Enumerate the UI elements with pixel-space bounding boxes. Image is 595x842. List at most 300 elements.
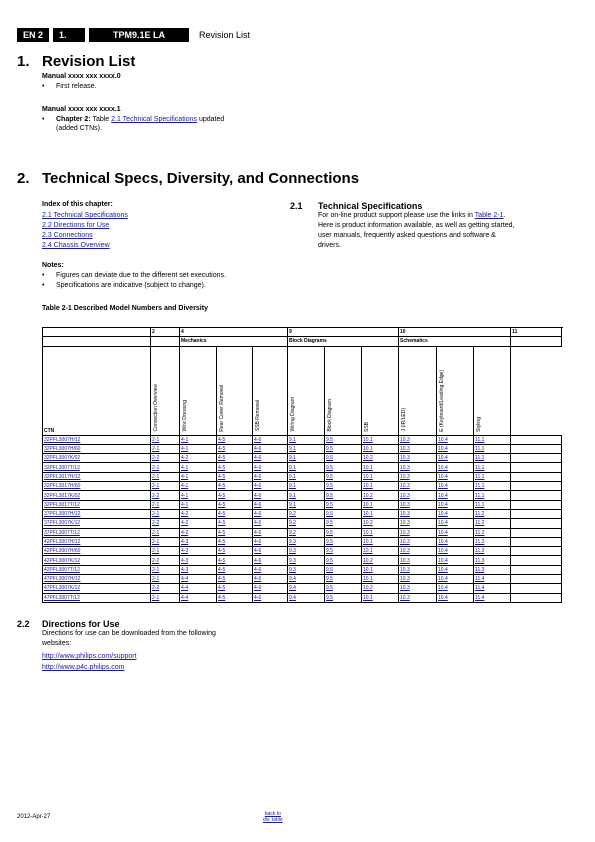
- ctn-link[interactable]: 37PFL3007T/12: [44, 529, 80, 536]
- tech-spec-link[interactable]: 2.1 Technical Specifications: [111, 116, 197, 123]
- table-cell: [437, 593, 474, 602]
- ctn-link[interactable]: 42PFL3007K/12: [44, 557, 81, 564]
- reference-link[interactable]: 9.5: [326, 594, 333, 601]
- reference-link[interactable]: 10.1: [363, 446, 373, 453]
- table-cell: [288, 537, 325, 546]
- table-cell: [43, 444, 151, 453]
- reference-link[interactable]: 9.5: [326, 548, 333, 555]
- table-cell: [180, 556, 217, 565]
- reference-link[interactable]: 9.1: [289, 455, 296, 462]
- reference-link[interactable]: 2-1: [152, 436, 160, 443]
- table-cell: [437, 454, 474, 463]
- table-cell: [253, 491, 288, 500]
- table-cell: [399, 565, 437, 574]
- table-cell: [437, 482, 474, 491]
- table-cell: [437, 584, 474, 593]
- table-cell: [437, 491, 474, 500]
- reference-link[interactable]: 4-5: [218, 464, 226, 471]
- index-link-directions[interactable]: 2.2 Directions for Use: [42, 222, 110, 229]
- reference-link[interactable]: 2-2: [152, 492, 160, 499]
- reference-link[interactable]: 4-6: [254, 585, 262, 592]
- table-cell: [288, 491, 325, 500]
- reference-link[interactable]: 10.3: [400, 492, 410, 499]
- reference-link[interactable]: 10.3: [400, 464, 410, 471]
- reference-link[interactable]: 9.1: [289, 473, 296, 480]
- ctn-link[interactable]: 42PFL3007T/12: [44, 566, 80, 573]
- reference-link[interactable]: 4-1: [181, 483, 189, 490]
- manual-0-title: Manual xxxx xxx xxxx.0: [42, 73, 121, 80]
- reference-link[interactable]: 10.4: [438, 576, 448, 583]
- reference-link[interactable]: 10.1: [363, 501, 373, 508]
- ctn-link[interactable]: 47PFL3007T/12: [44, 594, 80, 601]
- reference-link[interactable]: 9.5: [326, 483, 333, 490]
- reference-link[interactable]: 10.3: [400, 539, 410, 545]
- table-cell: [474, 472, 511, 481]
- reference-link[interactable]: 4-6: [254, 594, 262, 601]
- reference-link[interactable]: 11.3: [475, 566, 485, 573]
- reference-link[interactable]: 10.3: [400, 548, 410, 555]
- reference-link[interactable]: 9.5: [326, 464, 333, 471]
- reference-link[interactable]: 9.2: [289, 529, 296, 536]
- reference-link[interactable]: 9.5: [326, 529, 333, 536]
- table-cell: [362, 593, 399, 602]
- reference-link[interactable]: 9.5: [326, 455, 333, 462]
- table-cell: [151, 528, 180, 537]
- reference-link[interactable]: 10.4: [438, 464, 448, 471]
- reference-link[interactable]: 9.1: [289, 501, 296, 508]
- reference-link[interactable]: 9.5: [326, 501, 333, 508]
- table-cell: [362, 528, 399, 537]
- reference-link[interactable]: 10.1: [363, 436, 373, 443]
- reference-link[interactable]: 11.2: [475, 511, 485, 518]
- reference-link[interactable]: 9.4: [289, 594, 296, 601]
- table-cell: [253, 584, 288, 593]
- table-cell: [253, 482, 288, 491]
- reference-link[interactable]: 4-1: [181, 492, 189, 499]
- table-cell: [362, 565, 399, 574]
- philips-support-link[interactable]: http://www.philips.com/support: [42, 653, 137, 660]
- table-cell: [362, 537, 399, 546]
- index-link-tech-spec[interactable]: 2.1 Technical Specifications: [42, 212, 128, 219]
- index-link-chassis[interactable]: 2.4 Chassis Overview: [42, 242, 110, 249]
- reference-link[interactable]: 11.4: [475, 594, 485, 601]
- reference-link[interactable]: 10.3: [400, 473, 410, 480]
- table-cell: [217, 463, 253, 472]
- reference-link[interactable]: 11.3: [475, 548, 485, 555]
- ctn-link[interactable]: 32PFL3017H/60: [44, 483, 81, 490]
- table-cell: [217, 491, 253, 500]
- reference-link[interactable]: 10.1: [363, 548, 373, 555]
- table-cell: [217, 509, 253, 518]
- table-cell: [399, 556, 437, 565]
- reference-link[interactable]: 10.4: [438, 539, 448, 545]
- reference-link[interactable]: 4-1: [181, 446, 189, 453]
- table-row: [43, 575, 562, 584]
- table-cell: [43, 509, 151, 518]
- ctn-link[interactable]: 32PFL3017K/02: [44, 492, 81, 499]
- reference-link[interactable]: 2-1: [152, 566, 160, 573]
- reference-link[interactable]: 2-1: [152, 473, 160, 480]
- reference-link[interactable]: 10.3: [400, 529, 410, 536]
- table-cell: [474, 556, 511, 565]
- table-cell: [511, 482, 562, 491]
- manual-0-item: • First release.: [42, 83, 97, 90]
- reference-link[interactable]: 9.1: [289, 464, 296, 471]
- reference-link[interactable]: 2-1: [152, 576, 160, 583]
- reference-link[interactable]: 9.3: [289, 566, 296, 573]
- reference-link[interactable]: 10.2: [363, 520, 373, 527]
- notes-title: Notes:: [42, 262, 64, 269]
- table-cell: [43, 500, 151, 509]
- reference-link[interactable]: 4-6: [254, 511, 262, 518]
- table-cell: [288, 575, 325, 584]
- reference-link[interactable]: 4-2: [181, 511, 189, 518]
- reference-link[interactable]: 10.4: [438, 473, 448, 480]
- reference-link[interactable]: 10.3: [400, 511, 410, 518]
- ctn-link[interactable]: 42PFL3007H/12: [44, 539, 81, 545]
- table-2-1-link[interactable]: Table 2-1: [474, 212, 504, 219]
- reference-link[interactable]: 2-2: [152, 585, 160, 592]
- reference-link[interactable]: 4-6: [254, 529, 262, 536]
- ctn-link[interactable]: 32PFL3017T/12: [44, 501, 80, 508]
- index-list: [42, 211, 128, 251]
- table-cell: [151, 463, 180, 472]
- reference-link[interactable]: 10.1: [363, 594, 373, 601]
- reference-link[interactable]: 11.4: [475, 576, 485, 583]
- reference-link[interactable]: 2-1: [152, 511, 160, 518]
- table-row: [43, 472, 562, 481]
- reference-link[interactable]: 11.1: [475, 501, 485, 508]
- table-cell: [217, 454, 253, 463]
- reference-link[interactable]: 10.3: [400, 455, 410, 462]
- reference-link[interactable]: 10.2: [363, 492, 373, 499]
- table-cell: [399, 482, 437, 491]
- column-header: SSB: [362, 346, 399, 435]
- table-cell: [325, 556, 362, 565]
- table-cell: [217, 565, 253, 574]
- reference-link[interactable]: 10.2: [363, 455, 373, 462]
- reference-link[interactable]: 11.3: [475, 557, 485, 564]
- column-header: E (Keyboard/Leading Edge): [437, 346, 474, 435]
- ctn-link[interactable]: 32PFL3007H/12: [44, 436, 81, 443]
- table-cell: [180, 509, 217, 518]
- reference-link[interactable]: 10.4: [438, 483, 448, 490]
- reference-link[interactable]: 10.1: [363, 473, 373, 480]
- reference-link[interactable]: 9.5: [326, 557, 333, 564]
- table-cell: [437, 575, 474, 584]
- reference-link[interactable]: 10.4: [438, 557, 448, 564]
- reference-link[interactable]: 4-5: [218, 566, 226, 573]
- header-model: TPM9.1E LA: [89, 28, 189, 42]
- reference-link[interactable]: 11.4: [475, 585, 485, 592]
- reference-link[interactable]: 11.3: [475, 539, 485, 545]
- table-cell: [253, 519, 288, 528]
- reference-link[interactable]: 11.1: [475, 473, 485, 480]
- reference-link[interactable]: 9.4: [289, 576, 296, 583]
- reference-link[interactable]: 9.5: [326, 566, 333, 573]
- reference-link[interactable]: 4-4: [181, 576, 189, 583]
- reference-link[interactable]: 9.5: [326, 473, 333, 480]
- reference-link[interactable]: 4-5: [218, 492, 226, 499]
- reference-link[interactable]: 4-5: [218, 455, 226, 462]
- reference-link[interactable]: 4-6: [254, 464, 262, 471]
- table-cell: [325, 463, 362, 472]
- table-cell: [511, 584, 562, 593]
- reference-link[interactable]: 2-1: [152, 548, 160, 555]
- table-row: [43, 500, 562, 509]
- reference-link[interactable]: 10.4: [438, 529, 448, 536]
- reference-link[interactable]: 10.2: [363, 557, 373, 564]
- reference-link[interactable]: 10.4: [438, 566, 448, 573]
- reference-link[interactable]: 9.5: [326, 446, 333, 453]
- reference-link[interactable]: 4-6: [254, 501, 262, 508]
- reference-link[interactable]: 10.3: [400, 576, 410, 583]
- reference-link[interactable]: 4-5: [218, 520, 226, 527]
- reference-link[interactable]: 4-5: [218, 511, 226, 518]
- table-cell: [511, 547, 562, 556]
- reference-link[interactable]: 4-5: [218, 585, 226, 592]
- table-cell: [437, 565, 474, 574]
- reference-link[interactable]: 4-4: [181, 594, 189, 601]
- reference-link[interactable]: 9.5: [326, 585, 333, 592]
- reference-link[interactable]: 9.1: [289, 483, 296, 490]
- reference-link[interactable]: 9.3: [289, 557, 296, 564]
- reference-link[interactable]: 2-1: [152, 501, 160, 508]
- table-cell: [437, 500, 474, 509]
- reference-link[interactable]: 10.1: [363, 483, 373, 490]
- reference-link[interactable]: 4-2: [181, 529, 189, 536]
- table-cell: [325, 491, 362, 500]
- table-cell: [180, 519, 217, 528]
- reference-link[interactable]: 4-1: [181, 473, 189, 480]
- reference-link[interactable]: 4-5: [218, 539, 226, 545]
- table-cell: [180, 444, 217, 453]
- table-cell: [399, 528, 437, 537]
- subsection-2-2-text: Directions for use can be downloaded from the following websites: http://www.philips.com/support http://www.p4c.philips.com: [42, 630, 216, 671]
- ctn-link[interactable]: 37PFL3007H/12: [44, 511, 81, 518]
- reference-link[interactable]: 4-2: [181, 455, 189, 462]
- reference-link[interactable]: 11.1: [475, 455, 485, 462]
- table-cell: [325, 454, 362, 463]
- reference-link[interactable]: 4-6: [254, 520, 262, 527]
- reference-link[interactable]: 4-3: [181, 548, 189, 555]
- reference-link[interactable]: 10.4: [438, 446, 448, 453]
- reference-link[interactable]: 4-5: [218, 594, 226, 601]
- reference-link[interactable]: 10.3: [400, 566, 410, 573]
- table-cell: [253, 454, 288, 463]
- table-cell: [43, 528, 151, 537]
- table-cell: [511, 593, 562, 602]
- table-cell: [288, 500, 325, 509]
- table-cell: [253, 444, 288, 453]
- table-cell: [399, 444, 437, 453]
- reference-link[interactable]: 10.3: [400, 483, 410, 490]
- reference-link[interactable]: 4-1: [181, 501, 189, 508]
- reference-link[interactable]: 4-3: [181, 566, 189, 573]
- table-cell: [217, 584, 253, 593]
- reference-link[interactable]: 2-1: [152, 464, 160, 471]
- table-cell: [511, 537, 562, 546]
- reference-link[interactable]: 4-5: [218, 446, 226, 453]
- table-cell: [474, 565, 511, 574]
- reference-link[interactable]: 9.5: [326, 576, 333, 583]
- reference-link[interactable]: 9.2: [289, 511, 296, 518]
- reference-link[interactable]: 4-6: [254, 576, 262, 583]
- table-cell: [151, 593, 180, 602]
- reference-link[interactable]: 10.1: [363, 576, 373, 583]
- reference-link[interactable]: 4-6: [254, 557, 262, 564]
- table-cell: [180, 584, 217, 593]
- table-cell: [362, 547, 399, 556]
- reference-link[interactable]: 10.1: [363, 529, 373, 536]
- ctn-link[interactable]: 47PFL3007H/12: [44, 576, 81, 583]
- reference-link[interactable]: 10.3: [400, 585, 410, 592]
- ctn-link[interactable]: 32PFL3007K/02: [44, 455, 81, 462]
- reference-link[interactable]: 9.5: [326, 520, 333, 527]
- table-cell: [43, 593, 151, 602]
- reference-link[interactable]: 10.1: [363, 464, 373, 471]
- reference-link[interactable]: 4-6: [254, 483, 262, 490]
- reference-link[interactable]: 10.1: [363, 566, 373, 573]
- index-link-connections[interactable]: 2.3 Connections: [42, 232, 93, 239]
- reference-link[interactable]: 9.3: [289, 539, 296, 545]
- reference-link[interactable]: 9.1: [289, 436, 296, 443]
- table-cell: [325, 519, 362, 528]
- table-cell: [180, 575, 217, 584]
- reference-link[interactable]: 10.4: [438, 501, 448, 508]
- reference-link[interactable]: 10.3: [400, 557, 410, 564]
- reference-link[interactable]: 11.2: [475, 520, 485, 527]
- reference-link[interactable]: 10.2: [363, 585, 373, 592]
- reference-link[interactable]: 4-5: [218, 557, 226, 564]
- reference-link[interactable]: 10.3: [400, 446, 410, 453]
- reference-link[interactable]: 4-6: [254, 492, 262, 499]
- reference-link[interactable]: 4-6: [254, 455, 262, 462]
- ctn-link[interactable]: 47PFL3007K/12: [44, 585, 81, 592]
- table-cell: [437, 463, 474, 472]
- table-cell: [253, 565, 288, 574]
- table-cell: [325, 593, 362, 602]
- reference-link[interactable]: 2-1: [152, 529, 160, 536]
- reference-link[interactable]: 4-5: [218, 501, 226, 508]
- reference-link[interactable]: 11.1: [475, 483, 485, 490]
- column-header: Rear Cover Removal: [217, 346, 253, 435]
- reference-link[interactable]: 4-5: [218, 483, 226, 490]
- reference-link[interactable]: 9.1: [289, 492, 296, 499]
- table-cell: [474, 584, 511, 593]
- reference-link[interactable]: 9.5: [326, 539, 333, 545]
- reference-link[interactable]: 4-5: [218, 529, 226, 536]
- table-cell: [362, 584, 399, 593]
- reference-link[interactable]: 2-2: [152, 520, 160, 527]
- p4c-link[interactable]: http://www.p4c.philips.com: [42, 664, 125, 671]
- reference-link[interactable]: 2-1: [152, 446, 160, 453]
- reference-link[interactable]: 10.4: [438, 492, 448, 499]
- reference-link[interactable]: 9.5: [326, 511, 333, 518]
- reference-link[interactable]: 10.4: [438, 520, 448, 527]
- reference-link[interactable]: 10.4: [438, 436, 448, 443]
- reference-link[interactable]: 4-5: [218, 436, 226, 443]
- reference-link[interactable]: 11.1: [475, 492, 485, 499]
- reference-link[interactable]: 9.3: [289, 548, 296, 555]
- reference-link[interactable]: 2-1: [152, 483, 160, 490]
- reference-link[interactable]: 4-6: [254, 566, 262, 573]
- ctn-link[interactable]: 42PFL3007H/60: [44, 548, 81, 555]
- reference-link[interactable]: 10.3: [400, 520, 410, 527]
- table-cell: [180, 537, 217, 546]
- table-cell: [217, 472, 253, 481]
- back-to-div-table-link[interactable]: back to div. table: [263, 811, 283, 823]
- reference-link[interactable]: 10.3: [400, 501, 410, 508]
- reference-link[interactable]: 4-6: [254, 473, 262, 480]
- reference-link[interactable]: 4-3: [181, 539, 189, 545]
- reference-link[interactable]: 4-6: [254, 436, 262, 443]
- reference-link[interactable]: 9.5: [326, 492, 333, 499]
- reference-link[interactable]: 9.2: [289, 520, 296, 527]
- table-cell: [399, 491, 437, 500]
- table-cell: [399, 500, 437, 509]
- table-cell: [288, 556, 325, 565]
- reference-link[interactable]: 11.1: [475, 464, 485, 471]
- table-cell: [474, 463, 511, 472]
- table-cell: [511, 509, 562, 518]
- reference-link[interactable]: 10.4: [438, 548, 448, 555]
- reference-link[interactable]: 4-2: [181, 520, 189, 527]
- reference-link[interactable]: 4-6: [254, 446, 262, 453]
- ctn-link[interactable]: 37PFL3007K/12: [44, 520, 81, 527]
- reference-link[interactable]: 10.4: [438, 455, 448, 462]
- reference-link[interactable]: 10.3: [400, 594, 410, 601]
- reference-link[interactable]: 11.1: [475, 446, 485, 453]
- reference-link[interactable]: 4-1: [181, 464, 189, 471]
- reference-link[interactable]: 4-6: [254, 539, 262, 545]
- reference-link[interactable]: 10.1: [363, 539, 373, 545]
- table-cell: [437, 528, 474, 537]
- table-cell: [362, 482, 399, 491]
- table-cell: [217, 547, 253, 556]
- reference-link[interactable]: 4-5: [218, 548, 226, 555]
- reference-link[interactable]: 4-4: [181, 585, 189, 592]
- reference-link[interactable]: 4-1: [181, 436, 189, 443]
- reference-link[interactable]: 9.5: [326, 436, 333, 443]
- reference-link[interactable]: 10.4: [438, 585, 448, 592]
- reference-link[interactable]: 4-5: [218, 473, 226, 480]
- table-cell: [362, 463, 399, 472]
- reference-link[interactable]: 11.1: [475, 436, 485, 443]
- ctn-link[interactable]: 32PFL3007H/60: [44, 446, 81, 453]
- reference-link[interactable]: 10.4: [438, 511, 448, 518]
- reference-link[interactable]: 4-5: [218, 576, 226, 583]
- reference-link[interactable]: 11.2: [475, 529, 485, 536]
- reference-link[interactable]: 2-1: [152, 594, 160, 601]
- reference-link[interactable]: 4-6: [254, 548, 262, 555]
- reference-link[interactable]: 4-3: [181, 557, 189, 564]
- reference-link[interactable]: 2-2: [152, 455, 160, 462]
- column-header: Styling: [474, 346, 511, 435]
- reference-link[interactable]: 10.1: [363, 511, 373, 518]
- reference-link[interactable]: 2-1: [152, 539, 160, 545]
- reference-link[interactable]: 9.1: [289, 446, 296, 453]
- reference-link[interactable]: 9.4: [289, 585, 296, 592]
- column-header: Wiring Diagram: [288, 346, 325, 435]
- table-cell: [43, 556, 151, 565]
- reference-link[interactable]: 10.3: [400, 436, 410, 443]
- table-cell: [399, 435, 437, 444]
- reference-link[interactable]: 2-2: [152, 557, 160, 564]
- ctn-link[interactable]: 32PFL3017H/12: [44, 473, 81, 480]
- reference-link[interactable]: 10.4: [438, 594, 448, 601]
- ctn-link[interactable]: 32PFL3007T/12: [44, 464, 80, 471]
